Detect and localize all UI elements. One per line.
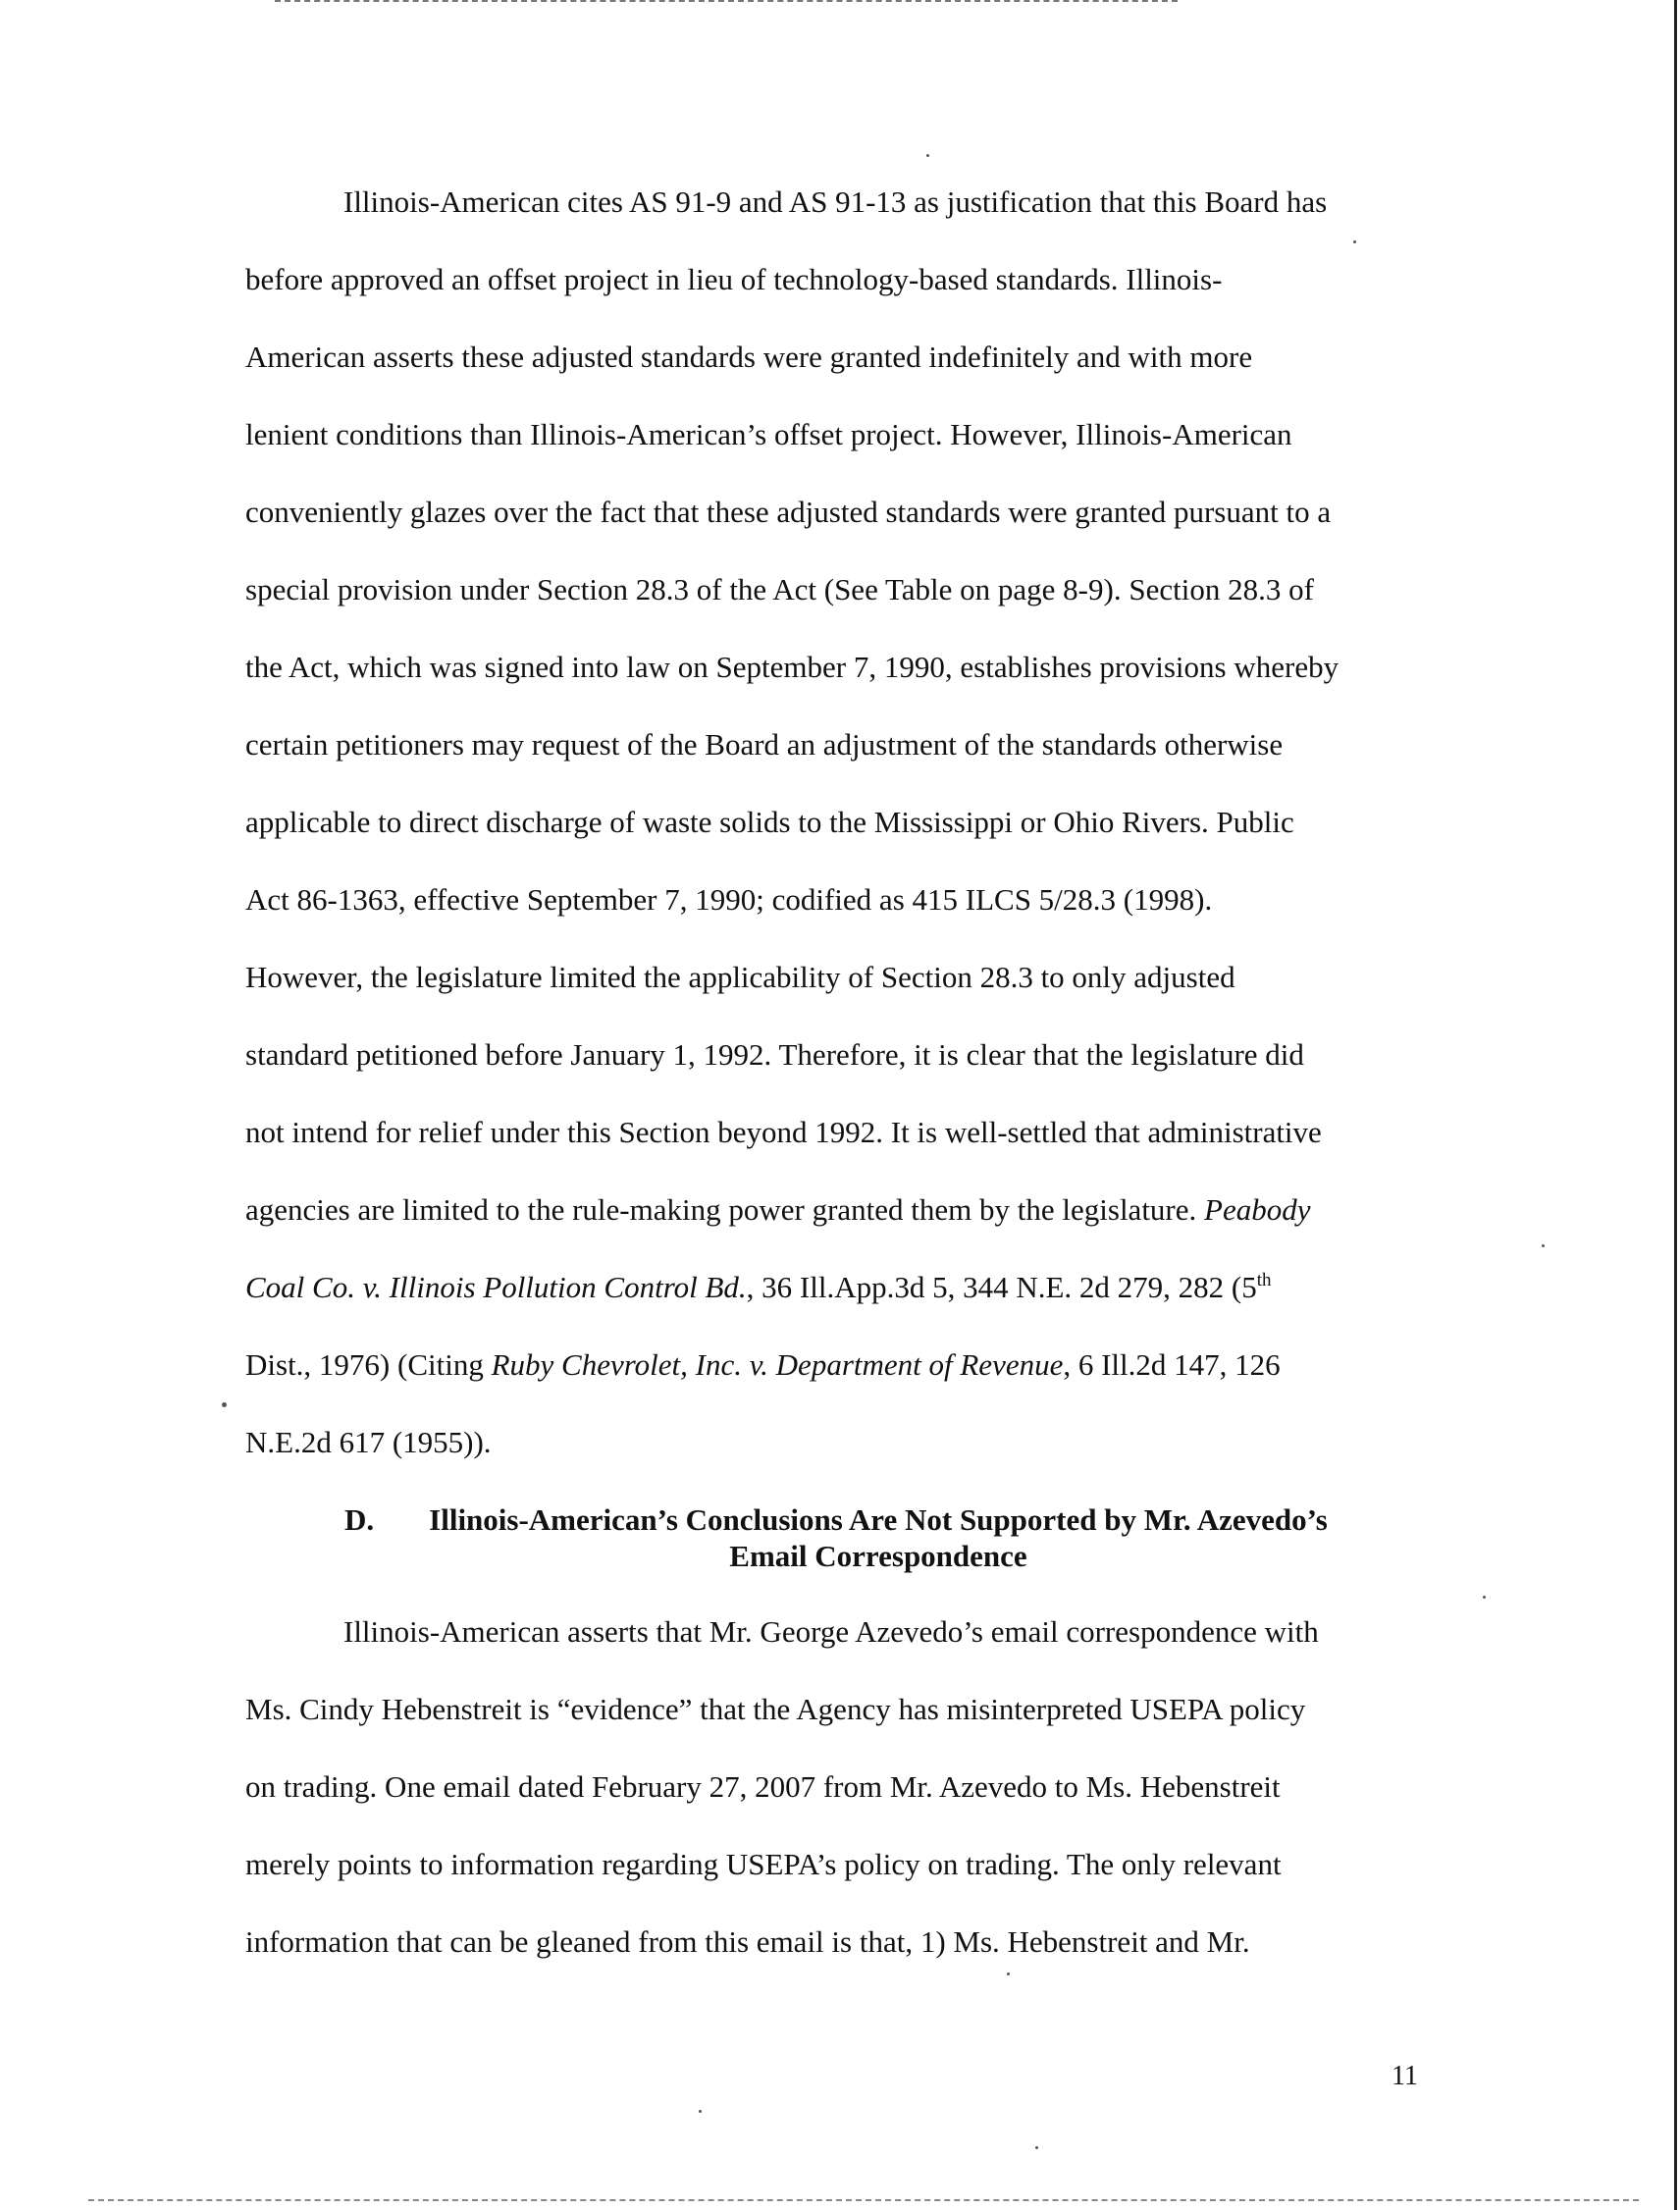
text-line: merely points to information regarding USEPA’s policy on trading. The only relevant [245, 1847, 1282, 1881]
text-line: special provision under Section 28.3 of the Act (See Table on page 8-9). Section 28.3 of [245, 572, 1314, 606]
scan-bottom-edge [88, 2199, 1639, 2201]
text-line: applicable to direct discharge of waste solids to the Mississippi or Ohio Rivers. Public [245, 805, 1294, 839]
text-line: before approved an offset project in lieu of technology-based standards. Illinois- [245, 262, 1223, 296]
scan-speck [1542, 1244, 1545, 1247]
text-line: conveniently glazes over the fact that these adjusted standards were granted pursuant to a [245, 495, 1332, 529]
section-title-line: Illinois-American’s Conclusions Are Not Supported by Mr. Azevedo’s [429, 1502, 1328, 1537]
text-run: , 36 Ill.App.3d 5, 344 N.E. 2d 279, 282 (5 [746, 1270, 1257, 1304]
section-letter: D. [344, 1502, 375, 1537]
text-run: agencies are limited to the rule-making power granted them by the legislature. [245, 1192, 1205, 1227]
text-line: Illinois-American cites AS 91-9 and AS 91-13 as justification that this Board has [343, 184, 1328, 219]
text-line: certain petitioners may request of the Board an adjustment of the standards otherwise [245, 727, 1284, 762]
text-line: not intend for relief under this Section beyond 1992. It is well-settled that administrative [245, 1115, 1322, 1149]
scan-speck [926, 154, 929, 157]
text-line: American asserts these adjusted standards were granted indefinitely and with more [245, 340, 1253, 374]
text-line [245, 1192, 1310, 1228]
scan-speck [1483, 1596, 1486, 1599]
text-line: information that can be gleaned from this email is that, 1) Ms. Hebenstreit and Mr. [245, 1924, 1250, 1959]
scan-speck [222, 1402, 227, 1407]
text-line: Illinois-American asserts that Mr. George Azevedo’s email correspondence with [343, 1614, 1319, 1649]
page-number: 11 [1391, 2061, 1418, 2091]
scan-speck [699, 2110, 702, 2113]
scan-speck [1007, 1973, 1010, 1975]
text-line [245, 1347, 1281, 1383]
text-run: Dist., 1976) (Citing [245, 1347, 492, 1382]
text-line [245, 1270, 1272, 1305]
text-line: the Act, which was signed into law on September 7, 1990, establishes provisions whereby [245, 650, 1339, 684]
text-line: lenient conditions than Illinois-American’s offset project. However, Illinois-American [245, 417, 1292, 451]
section-title-line: Email Correspondence [729, 1539, 1027, 1573]
text-run: , 6 Ill.2d 147, 126 [1063, 1347, 1281, 1382]
scan-speck [1035, 2146, 1038, 2149]
scan-top-edge [275, 0, 1178, 2]
text-line: Ms. Cindy Hebenstreit is “evidence” that the Agency has misinterpreted USEPA policy [245, 1692, 1306, 1726]
text-line: N.E.2d 617 (1955)). [245, 1425, 492, 1459]
scan-speck [1353, 240, 1356, 243]
text-line: Act 86-1363, effective September 7, 1990; codified as 415 ILCS 5/28.3 (1998). [245, 882, 1213, 917]
text-line: on trading. One email dated February 27, 2007 from Mr. Azevedo to Ms. Hebenstreit [245, 1769, 1281, 1804]
ordinal-superscript: th [1256, 1270, 1272, 1290]
case-citation-italic: Ruby Chevrolet, Inc. v. Department of Revenue [491, 1347, 1064, 1382]
scan-right-edge [1674, 0, 1677, 2210]
text-line: standard petitioned before January 1, 1992. Therefore, it is clear that the legislature did [245, 1037, 1304, 1072]
case-citation-italic: Peabody [1204, 1192, 1311, 1227]
text-line: However, the legislature limited the applicability of Section 28.3 to only adjusted [245, 960, 1235, 994]
case-citation-italic: Coal Co. v. Illinois Pollution Control Bd. [245, 1270, 747, 1304]
